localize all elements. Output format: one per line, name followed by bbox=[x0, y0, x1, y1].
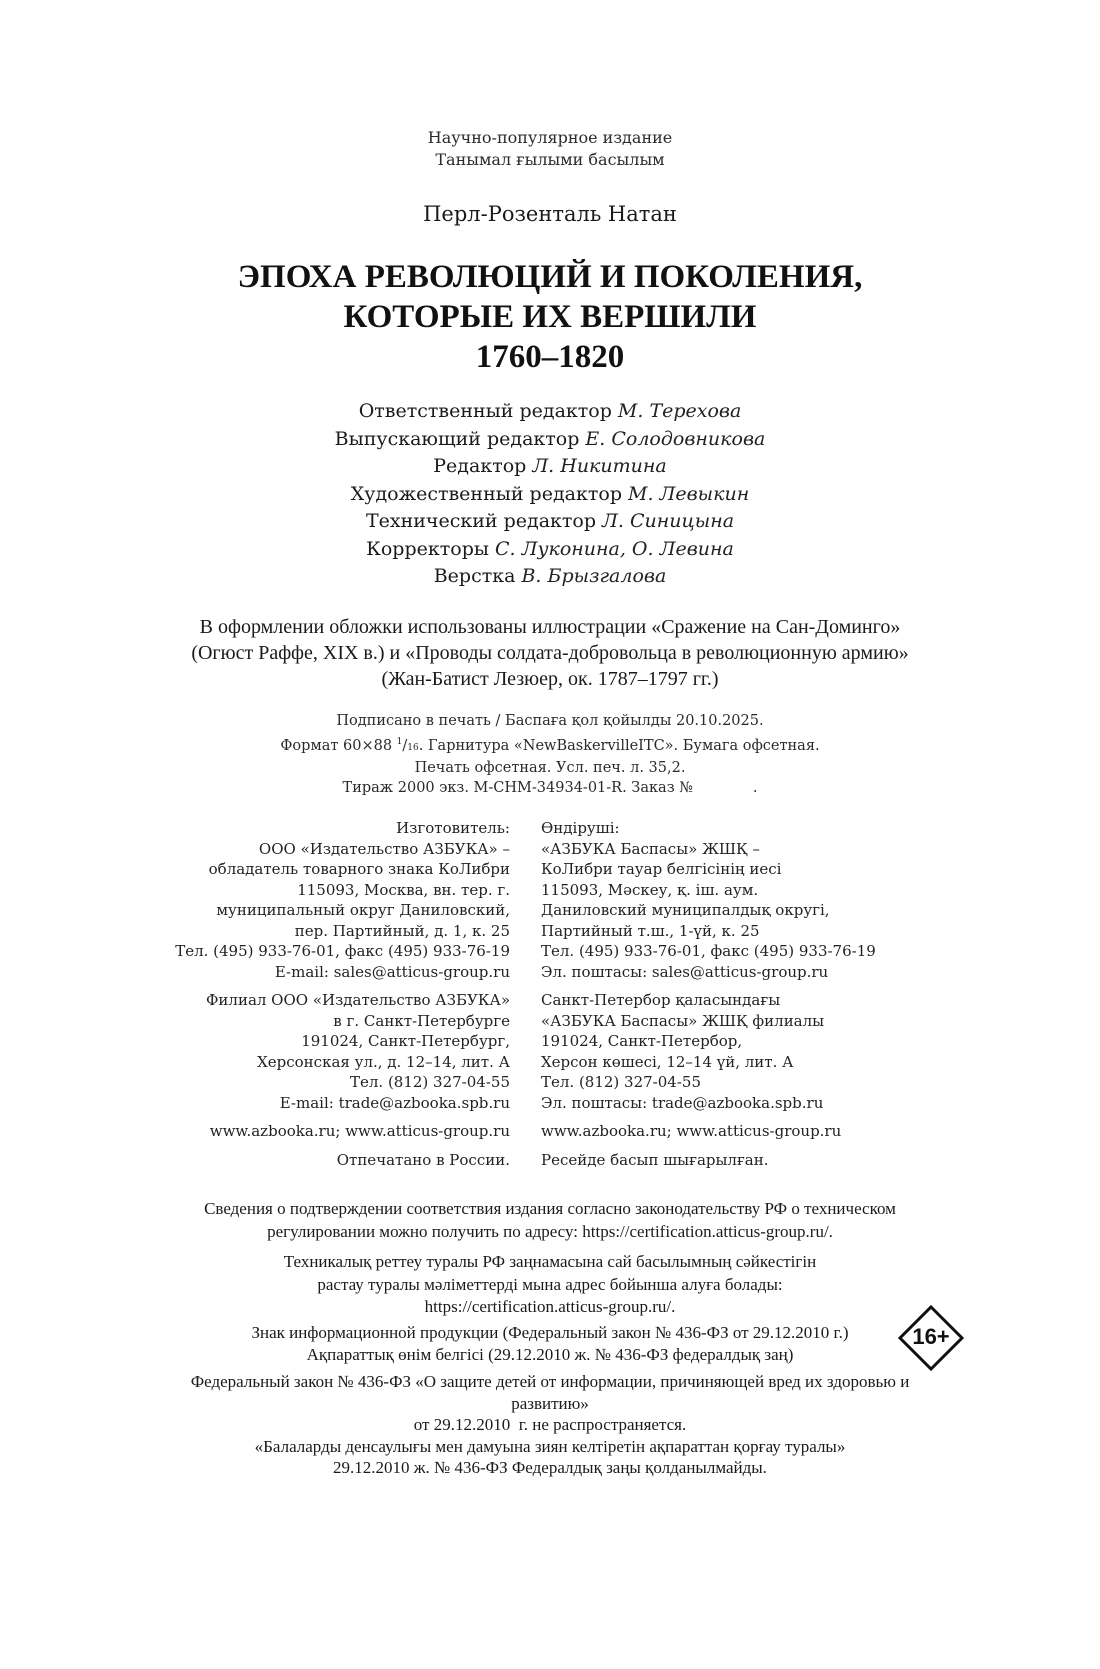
credit-role: Корректоры bbox=[366, 537, 489, 560]
editorial-credits bbox=[0, 398, 1100, 591]
law-line: 29.12.2010 ж. № 436-ФЗ Федералдық заңы қолданылмайды. bbox=[333, 1458, 767, 1477]
address-line: Санкт-Петербор қаласындағы bbox=[541, 991, 781, 1009]
address-line: 191024, Санкт-Петербор, bbox=[541, 1032, 743, 1050]
manufacturer-kz-column bbox=[541, 818, 876, 1178]
credit-role: Верстка bbox=[433, 565, 516, 587]
credit-row bbox=[0, 398, 1100, 426]
credit-row bbox=[0, 453, 1100, 481]
credit-role: Ответственный редактор bbox=[358, 400, 612, 422]
address-line: 191024, Санкт-Петербург, bbox=[301, 1032, 510, 1050]
credit-person: М. Терехова bbox=[617, 400, 742, 422]
credit-person: М. Левыкин bbox=[627, 482, 750, 505]
address-line: в г. Санкт-Петербурге bbox=[333, 1011, 510, 1030]
email-line: E-mail: sales@atticus-group.ru bbox=[274, 962, 510, 981]
address-line: муниципальный округ Даниловский, bbox=[216, 901, 510, 919]
book-title bbox=[0, 257, 1100, 377]
credit-row bbox=[0, 536, 1100, 564]
manufacturer-ru-branch bbox=[175, 990, 510, 1113]
phone-line: Тел. (495) 933-76-01, факс (495) 933-76-19 bbox=[541, 942, 876, 960]
cert-line: регулировании можно получить по адресу: https://certification.atticus-group.ru/. bbox=[267, 1221, 833, 1241]
credit-person: Е. Солодовникова bbox=[585, 427, 766, 450]
address-line: «АЗБУКА Баспасы» ЖШҚ – bbox=[541, 839, 760, 858]
cover-note-line: (Жан-Батист Лезюер, ок. 1787–1797 гг.) bbox=[381, 668, 719, 690]
address-line: обладатель товарного знака КоЛибри bbox=[208, 860, 510, 878]
cert-line: Техникалық реттеу туралы РФ заңнамасына сай басылымның сәйкестігін bbox=[283, 1252, 817, 1271]
credit-role: Редактор bbox=[433, 455, 527, 477]
law-exemption-note bbox=[0, 1371, 1100, 1479]
website-ru: www.azbooka.ru; www.atticus-group.ru bbox=[209, 1122, 510, 1140]
format-line: Формат 60×88 $^1$/16. Гарнитура «NewBaskervilleITC». Бумага офсетная. bbox=[280, 736, 820, 754]
author-name: Перл-Розенталь Натан bbox=[423, 202, 677, 226]
address-line: 115093, Москва, вн. тер. г. bbox=[297, 880, 510, 899]
phone-line: Тел. (812) 327-04-55 bbox=[541, 1073, 701, 1091]
address-line: «АЗБУКА Баспасы» ЖШҚ филиалы bbox=[541, 1011, 825, 1030]
format-prefix: Формат 60×88 bbox=[280, 737, 397, 754]
series-ru: Научно-популярное издание bbox=[427, 128, 673, 147]
address-line: КоЛибри тауар белгісінің иесі bbox=[541, 860, 782, 878]
cert-line: растау туралы мәліметтерді мына адрес бойынша алуға болады: bbox=[317, 1274, 783, 1294]
credit-role: Выпускающий редактор bbox=[334, 427, 580, 450]
credit-row bbox=[0, 481, 1100, 509]
fraction-denominator: 16 bbox=[407, 742, 419, 753]
address-line: 115093, Мәскеу, қ. іш. аум. bbox=[541, 880, 759, 899]
fraction-numerator: 1 bbox=[396, 736, 403, 747]
title-years: 1760–1820 bbox=[475, 339, 625, 375]
credit-person: Л. Синицына bbox=[602, 510, 735, 532]
website-kz: www.azbooka.ru; www.atticus-group.ru bbox=[541, 1122, 842, 1140]
format-suffix: . Гарнитура «NewBaskervilleITC». Бумага офсетная. bbox=[418, 737, 820, 754]
law-line: развитию» bbox=[511, 1393, 589, 1413]
phone-line: Тел. (495) 933-76-01, факс (495) 933-76-19 bbox=[175, 942, 510, 960]
manufacturer-ru-column bbox=[175, 818, 510, 1178]
cert-line: https://certification.atticus-group.ru/. bbox=[424, 1297, 676, 1316]
credit-person: В. Брызгалова bbox=[521, 565, 667, 587]
manufacturer-kz-branch bbox=[541, 990, 876, 1113]
printed-in-ru: Отпечатано в России. bbox=[336, 1150, 510, 1169]
law-line: Федеральный закон № 436-ФЗ «О защите детей от информации, причиняющей вред их здоровью и bbox=[190, 1372, 910, 1391]
signed-date: Подписано в печать / Баспаға қол қойылды 20.10.2025. bbox=[336, 713, 764, 729]
print-run: Тираж 2000 экз. M-CHM-34934-01-R. Заказ № . bbox=[342, 780, 758, 797]
address-line: пер. Партийный, д. 1, к. 25 bbox=[294, 921, 510, 940]
credit-row bbox=[0, 563, 1100, 591]
title-line-1: ЭПОХА РЕВОЛЮЦИЙ И ПОКОЛЕНИЯ, bbox=[237, 259, 863, 295]
credit-person: С. Луконина, О. Левина bbox=[494, 537, 734, 560]
cover-note-line: В оформлении обложки использованы иллюстрации «Сражение на Сан-Доминго» bbox=[199, 616, 901, 638]
address-line: Херсонская ул., д. 12–14, лит. А bbox=[257, 1052, 510, 1071]
credit-role: Художественный редактор bbox=[350, 482, 622, 505]
manufacturer-ru-main bbox=[175, 818, 510, 982]
print-imprint bbox=[0, 711, 1100, 799]
address-line: Филиал ООО «Издательство АЗБУКА» bbox=[205, 991, 510, 1009]
manufacturer-kz-main bbox=[541, 818, 876, 982]
credit-role: Технический редактор bbox=[365, 510, 597, 532]
print-type: Печать офсетная. Усл. печ. л. 35,2. bbox=[414, 759, 686, 776]
email-line: Эл. поштасы: trade@azbooka.spb.ru bbox=[541, 1093, 824, 1112]
credit-person: Л. Никитина bbox=[532, 455, 667, 477]
address-line: Изготовитель: bbox=[396, 819, 510, 837]
title-line-2: КОТОРЫЕ ИХ ВЕРШИЛИ bbox=[343, 299, 757, 335]
law-line: от 29.12.2010 г. не распространяется. bbox=[413, 1415, 687, 1434]
cover-note-line: (Огюст Раффе, XIX в.) и «Проводы солдата-добровольца в революционную армию» bbox=[191, 642, 909, 664]
age-sign-kz: Ақпараттық өнім белгісі (29.12.2010 ж. № 436-ФЗ федералдық заң) bbox=[306, 1345, 794, 1364]
law-line: «Балаларды денсаулығы мен дамуына зиян келтіретін ақпараттан қорғау туралы» bbox=[254, 1436, 846, 1456]
phone-line: Тел. (812) 327-04-55 bbox=[350, 1073, 510, 1091]
address-line: Даниловский муниципалдық округі, bbox=[541, 901, 830, 919]
address-line: Херсон көшесі, 12–14 үй, лит. А bbox=[541, 1052, 794, 1071]
address-line: ООО «Издательство АЗБУКА» – bbox=[258, 839, 510, 858]
email-line: Эл. поштасы: sales@atticus-group.ru bbox=[541, 962, 829, 981]
cover-illustration-note bbox=[0, 614, 1100, 692]
credit-row bbox=[0, 508, 1100, 536]
certification-ru bbox=[0, 1198, 1100, 1243]
series-kz: Танымал ғылыми басылым bbox=[435, 150, 665, 169]
credit-row bbox=[0, 426, 1100, 454]
series-label bbox=[0, 127, 1100, 171]
email-line: E-mail: trade@azbooka.spb.ru bbox=[279, 1093, 510, 1112]
printed-in-kz: Ресейде басып шығарылған. bbox=[541, 1150, 769, 1169]
address-line: Партийный т.ш., 1-үй, к. 25 bbox=[541, 921, 760, 940]
cert-line: Сведения о подтверждении соответствия издания согласно законодательству РФ о техническом bbox=[204, 1199, 896, 1218]
age-rating-badge: 16+ bbox=[912, 1324, 950, 1349]
age-sign-ru: Знак информационной продукции (Федеральный закон № 436-ФЗ от 29.12.2010 г.) bbox=[251, 1323, 849, 1342]
address-line: Өндіруші: bbox=[541, 819, 620, 837]
